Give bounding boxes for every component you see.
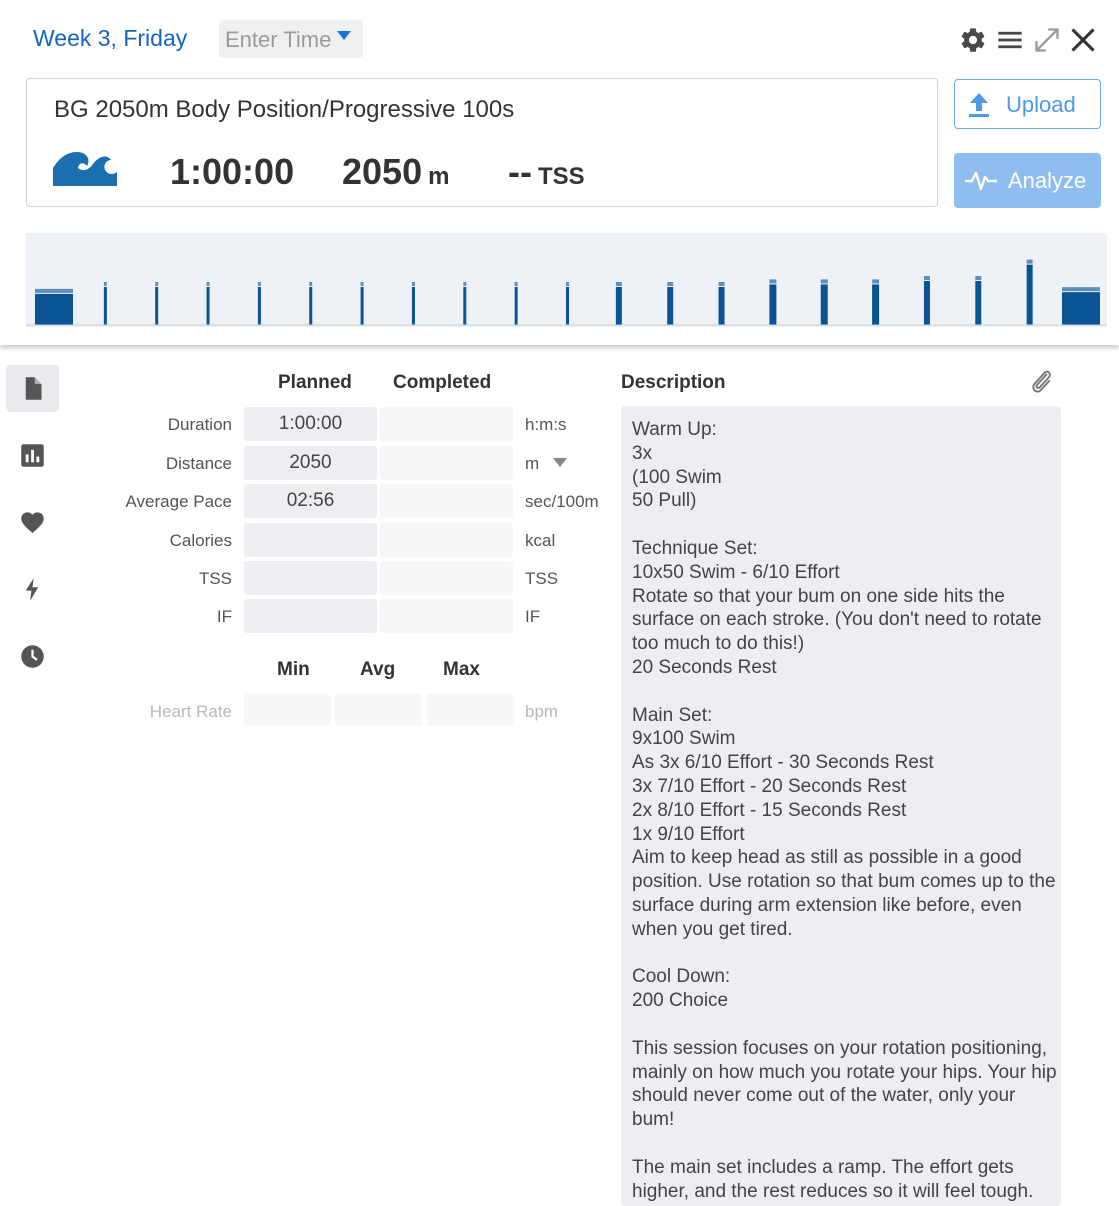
chevron-down-icon[interactable] — [553, 458, 567, 467]
interval-bar-cap — [1027, 260, 1033, 264]
distance-label: Distance — [165, 454, 232, 473]
hr-min-header: Min — [277, 659, 310, 680]
interval-bar[interactable] — [924, 281, 930, 325]
interval-bar-cap — [258, 282, 261, 286]
interval-bar-cap — [975, 276, 981, 280]
interval-bar-cap — [412, 282, 415, 286]
workout-summary-card — [26, 78, 938, 207]
description-title: Description — [621, 372, 726, 393]
expand-icon[interactable] — [1033, 26, 1061, 54]
completed-pace-field[interactable] — [380, 484, 513, 518]
planned-tss-field[interactable] — [244, 561, 377, 595]
workout-title[interactable]: BG 2050m Body Position/Progressive 100s — [54, 96, 515, 123]
interval-bar-cap — [463, 282, 466, 286]
interval-bar-cap — [566, 282, 569, 286]
planned-duration-field[interactable]: 1:00:00 — [244, 407, 377, 441]
completed-duration-field[interactable] — [380, 407, 513, 441]
health-tab[interactable] — [6, 499, 59, 546]
description-textarea[interactable] — [621, 406, 1061, 1206]
completed-header: Completed — [393, 372, 492, 393]
hr-max-field[interactable] — [427, 694, 514, 726]
swim-waves-icon — [53, 146, 117, 186]
interval-bar-cap — [719, 282, 725, 286]
interval-bar[interactable] — [361, 287, 364, 325]
interval-bar[interactable] — [258, 287, 261, 325]
hr-max-header: Max — [443, 659, 480, 680]
workout-header — [0, 0, 1119, 345]
calories-label: Calories — [169, 531, 232, 550]
interval-bar[interactable] — [515, 287, 518, 325]
planned-duration-stat — [170, 151, 294, 193]
interval-bar[interactable] — [1027, 265, 1033, 325]
charts-tab[interactable] — [6, 432, 59, 479]
interval-bar-cap — [309, 282, 312, 286]
interval-bar-cap — [155, 282, 158, 286]
hr-avg-header: Avg — [360, 659, 396, 680]
planned-distance-stat — [342, 151, 449, 193]
hr-avg-field[interactable] — [335, 694, 422, 726]
bar-chart-icon — [19, 442, 46, 469]
planned-pace-field[interactable]: 02:56 — [244, 484, 377, 518]
interval-bar[interactable] — [35, 294, 73, 325]
completed-tss-field[interactable] — [380, 561, 513, 595]
tss-unit: TSS — [525, 569, 559, 588]
close-icon[interactable] — [1069, 26, 1097, 54]
distance-unit-select[interactable]: m — [525, 454, 540, 473]
interval-bar-cap — [821, 279, 828, 283]
interval-bar[interactable] — [1062, 292, 1100, 325]
duration-value: 1:00:00 — [170, 151, 295, 192]
interval-bar-cap — [104, 282, 107, 286]
interval-bar-cap — [361, 282, 364, 286]
history-tab[interactable] — [6, 633, 59, 680]
interval-bar[interactable] — [616, 287, 622, 325]
duration-label: Duration — [167, 415, 232, 434]
interval-bar[interactable] — [104, 287, 107, 325]
interval-bar[interactable] — [207, 287, 210, 325]
menu-icon[interactable] — [996, 26, 1024, 54]
if-unit: IF — [525, 607, 541, 626]
interval-bar[interactable] — [155, 287, 158, 325]
summary-tab[interactable] — [6, 365, 59, 412]
tss-stat — [508, 151, 585, 193]
interval-bar[interactable] — [566, 287, 569, 325]
analyze-label: Analyze — [1008, 168, 1087, 193]
interval-bar[interactable] — [975, 281, 981, 325]
interval-bar-cap — [616, 282, 622, 286]
tss-value: -- — [508, 151, 532, 192]
description-text: Warm Up: 3x (100 Swim 50 Pull) Technique Set: 10x50 Swim - 6/10 Effort Rotate so that your bum on one side hits the surface on each stroke. (You don't need to rotate too much to do this!) 20 Seconds Rest Main Set: 9x100 Swim As 3x 6/10 Effort - 30 Seconds Rest 3x 7/10 Effort - 20 Seconds Rest 2x 8/10 Effort - 15 Seconds Rest 1x 9/10 Effort Aim to keep head as still as possible in a good position. Use rotation so that bum comes up to the surface during arm extension like before, even when you get tired. Cool Down: 200 Choice This session focuses on your rotation positioning, mainly on how much you rotate your hips. Your hip should never come out of the water, only your bum! The main set includes a ramp. The effort gets higher, and the rest reduces so it will feel tough. — [632, 419, 1057, 1202]
interval-chart[interactable] — [26, 233, 1107, 327]
analyze-button[interactable] — [954, 153, 1101, 208]
lightning-icon — [19, 576, 46, 603]
paperclip-icon[interactable] — [1028, 366, 1054, 396]
week-day-title[interactable]: Week 3, Friday — [33, 25, 188, 51]
tss-unit: TSS — [537, 163, 585, 190]
completed-calories-field[interactable] — [380, 523, 513, 557]
power-tab[interactable] — [6, 566, 59, 613]
interval-bar[interactable] — [719, 287, 725, 325]
clock-icon — [19, 643, 46, 670]
upload-label: Upload — [1006, 92, 1076, 117]
interval-bar[interactable] — [309, 287, 312, 325]
gear-icon[interactable] — [959, 26, 987, 54]
interval-bar-cap — [35, 289, 73, 293]
interval-bar[interactable] — [872, 284, 879, 325]
heart-icon — [19, 509, 46, 536]
hr-min-field[interactable] — [244, 694, 331, 726]
completed-if-field[interactable] — [380, 599, 513, 633]
pace-unit: sec/100m — [525, 492, 599, 511]
upload-icon — [967, 91, 991, 119]
interval-bar-cap — [515, 282, 518, 286]
distance-value: 2050 — [342, 151, 423, 192]
enter-time-placeholder: Enter Time — [225, 27, 332, 52]
interval-bar-cap — [872, 279, 879, 283]
planned-header: Planned — [278, 372, 352, 393]
enter-time-dropdown[interactable] — [219, 20, 363, 58]
interval-bar[interactable] — [667, 287, 673, 325]
heart-rate-label: Heart Rate — [149, 702, 232, 721]
heart-rate-unit: bpm — [525, 702, 559, 721]
pulse-icon — [964, 170, 998, 192]
calories-unit: kcal — [525, 531, 556, 550]
interval-bar[interactable] — [769, 284, 776, 325]
interval-bar-cap — [667, 282, 673, 286]
planned-if-field[interactable] — [244, 599, 377, 633]
interval-bar-cap — [207, 282, 210, 286]
chevron-down-icon — [337, 31, 351, 40]
interval-bar-cap — [1062, 287, 1100, 291]
distance-unit: m — [428, 163, 450, 190]
interval-bar[interactable] — [821, 284, 828, 325]
planned-calories-field[interactable] — [244, 523, 377, 557]
average-pace-label: Average Pace — [125, 492, 232, 511]
tss-label: TSS — [198, 569, 232, 588]
document-icon — [19, 375, 46, 402]
duration-unit: h:m:s — [525, 415, 567, 434]
upload-button[interactable] — [954, 79, 1101, 129]
planned-distance-field[interactable]: 2050 — [244, 446, 377, 480]
interval-chart-svg — [26, 233, 1107, 327]
interval-bar-cap — [924, 276, 930, 280]
interval-bar[interactable] — [412, 287, 415, 325]
completed-distance-field[interactable] — [380, 446, 513, 480]
interval-bar[interactable] — [463, 287, 466, 325]
if-label: IF — [216, 607, 232, 626]
interval-bar-cap — [769, 279, 776, 283]
